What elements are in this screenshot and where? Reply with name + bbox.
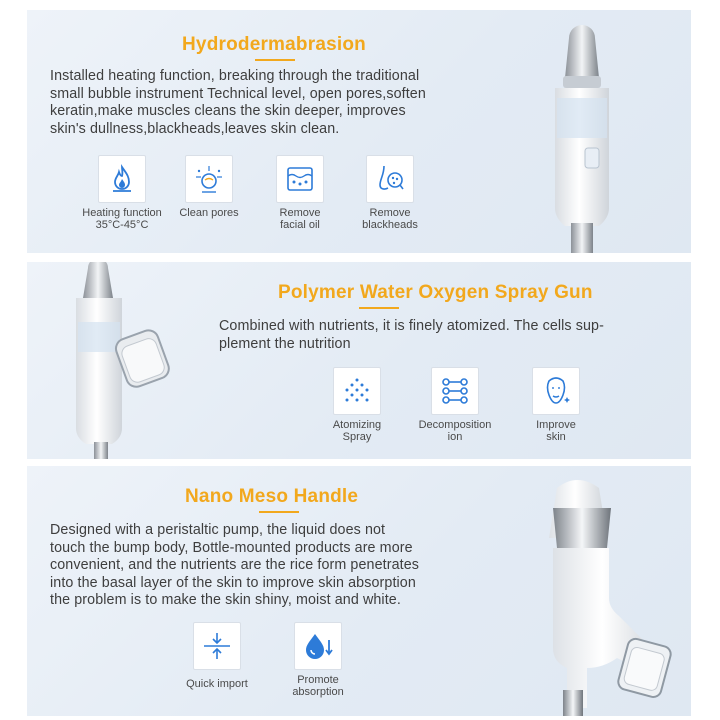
feature-label: Remove blackheads <box>362 207 418 231</box>
feature-label: Heating function 35°C-45°C <box>82 207 162 231</box>
feature-improve-skin <box>501 367 611 443</box>
feature-quick-import <box>162 622 272 690</box>
feature-label: Atomizing Spray <box>332 419 382 443</box>
spray-gun-image <box>62 262 187 459</box>
bubble-pore-icon <box>185 155 233 203</box>
feature-label: Improve skin <box>536 419 576 443</box>
flame-icon <box>98 155 146 203</box>
feature-label: Clean pores <box>179 207 239 219</box>
import-arrows-icon <box>193 622 241 670</box>
title-underline <box>259 511 299 513</box>
section-title: Hydrodermabrasion <box>182 34 366 55</box>
feature-label: Promote absorption <box>292 674 344 698</box>
skin-layer-icon <box>276 155 324 203</box>
decomposition-icon <box>431 367 479 415</box>
section-title: Polymer Water Oxygen Spray Gun <box>278 282 593 303</box>
feature-atomizing-spray <box>302 367 412 443</box>
section-description: Installed heating function, breaking through the traditional small bubble instrument Technical level, open pores,soften keratin,make muscles cleans the skin deeper, improves skin's dullness,blackheads,leaves skin clean. <box>50 68 426 137</box>
nose-blackhead-icon <box>366 155 414 203</box>
section-title: Nano Meso Handle <box>185 486 359 507</box>
section-spray-gun <box>27 262 691 459</box>
feature-remove-blackheads <box>335 155 445 231</box>
feature-label: Remove facial oil <box>279 207 321 231</box>
hydrodermabrasion-handpiece-image <box>537 18 627 253</box>
title-underline <box>359 307 399 309</box>
section-hydrodermabrasion <box>27 10 691 253</box>
feature-label: Decomposition ion <box>418 419 492 443</box>
feature-decomposition-ion <box>400 367 510 443</box>
feature-promote-absorption <box>263 622 373 698</box>
nano-meso-handle-image <box>517 468 691 716</box>
face-sparkle-icon <box>532 367 580 415</box>
section-description: Designed with a peristaltic pump, the liquid does not touch the bump body, Bottle-mounted products are more convenient, and the nutrients are the rice form penetrates into the basal layer of the skin to improve skin absorption the problem is to make the skin shiny, moist and white. <box>50 522 419 608</box>
dot-spray-icon <box>333 367 381 415</box>
section-description: Combined with nutrients, it is finely atomized. The cells sup- plement the nutrition <box>219 318 604 352</box>
section-nano-meso-handle <box>27 466 691 716</box>
title-underline <box>255 59 295 61</box>
water-drop-icon <box>294 622 342 670</box>
feature-label: Quick import <box>186 678 248 690</box>
